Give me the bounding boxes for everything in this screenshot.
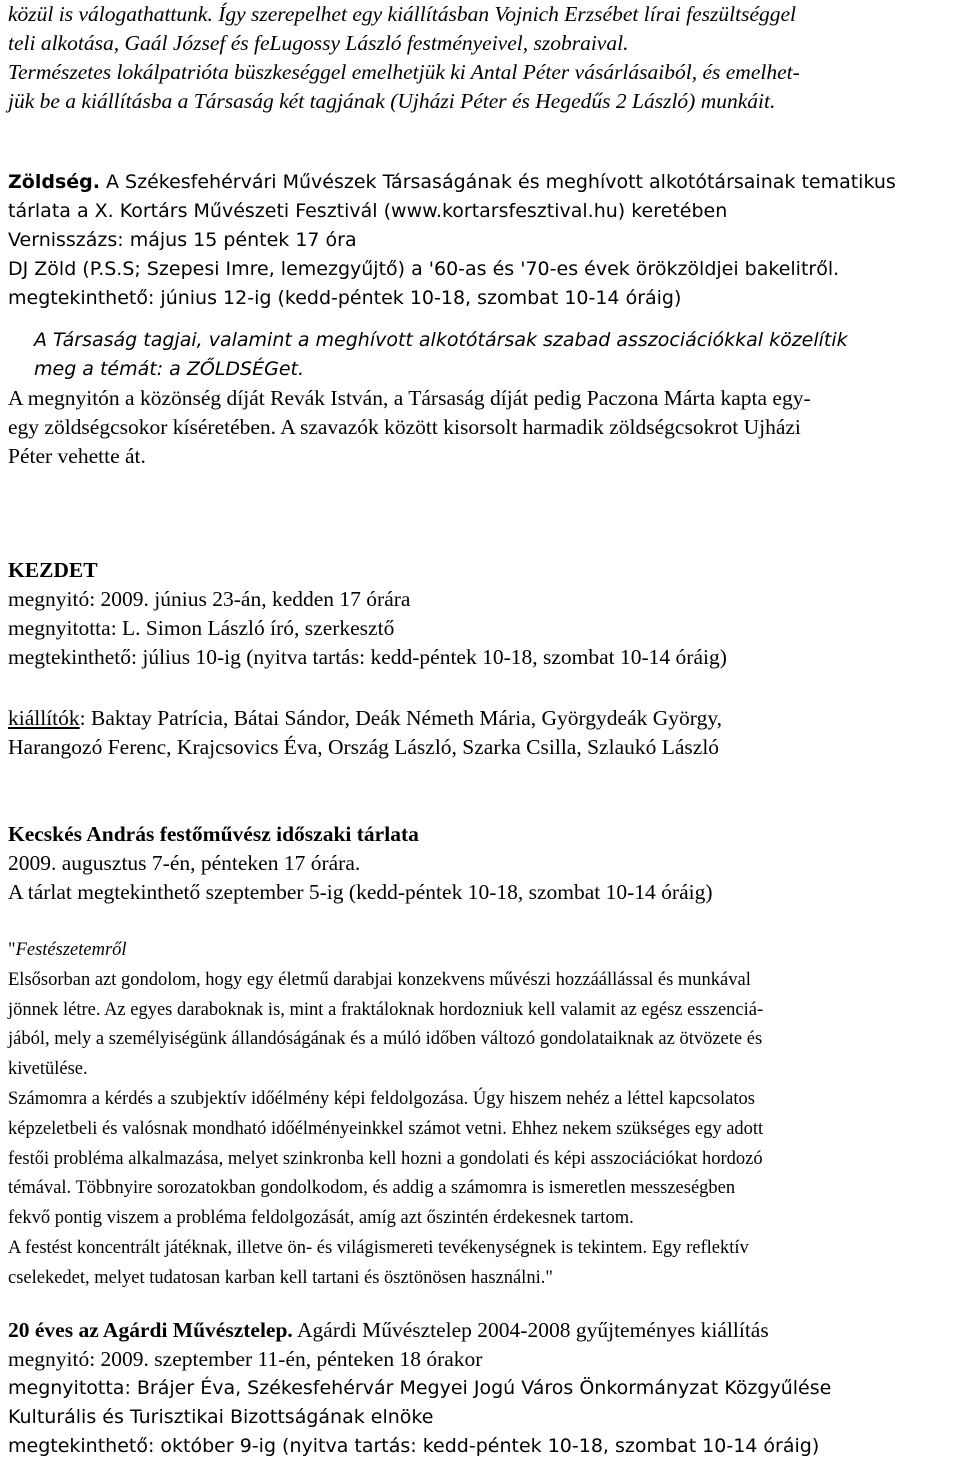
kezdet-section bbox=[8, 556, 952, 672]
zoldseg-awards bbox=[8, 384, 952, 471]
award-line: A megnyitón a közönség díját Revák István, a Társaság díját pedig Paczona Márta kapta egy- bbox=[8, 386, 811, 410]
quote-mark: " bbox=[8, 940, 16, 960]
zoldseg-quote bbox=[8, 326, 952, 384]
intro-line: jük be a kiállításba a Társaság két tagjának (Ujházi Péter és Hegedűs 2 László) munkáit. bbox=[8, 89, 776, 113]
essay-line: A festést koncentrált játéknak, illetve ön- és világismereti tevékenységnek is tekintem. Egy reflektív bbox=[8, 1237, 749, 1258]
exhibitors-label: kiállítók bbox=[8, 706, 80, 730]
zoldseg-line: megtekinthető: június 12-ig (kedd-péntek 10-18, szombat 10-14 óráig) bbox=[8, 287, 682, 309]
essay-line: festői probléma alkalmazása, melyet szinkronba kell hozni a gondolati és képi asszociációkat hordozó bbox=[8, 1148, 763, 1169]
award-line: egy zöldségcsokor kíséretében. A szavazók között kisorsolt harmadik zöldségcsokrot Ujházi bbox=[8, 415, 801, 439]
agard-opened-by: Kulturális és Turisztikai Bizottságának elnöke bbox=[8, 1406, 434, 1428]
zoldseg-title: Zöldség. bbox=[8, 171, 100, 193]
intro-paragraph bbox=[8, 0, 952, 116]
essay-line: fekvő pontig viszem a probléma feldolgozását, amíg azt őszintén érdekesnek tartom. bbox=[8, 1208, 634, 1229]
zoldseg-line: DJ Zöld (P.S.S; Szepesi Imre, lemezgyűjtő) a '60-as és '70-es évek örökzöldjei bakelitről. bbox=[8, 258, 840, 280]
quote-line: A Társaság tagjai, valamint a meghívott alkotótársak szabad asszociációkkal közelítik bbox=[34, 329, 848, 351]
zoldseg-text: A Székesfehérvári Művészek Társaságának és meghívott alkotótársainak tematikus bbox=[99, 171, 896, 193]
essay-line: Elsősorban azt gondolom, hogy egy életmű darabjai konzekvens művészi hozzáállással és munkával bbox=[8, 969, 751, 990]
essay-line: jönnek létre. Az egyes daraboknak is, mint a fraktáloknak hordozniuk kell valamit az egész esszenciá- bbox=[8, 999, 764, 1020]
kecskes-date: 2009. augusztus 7-én, pénteken 17 órára. bbox=[8, 851, 361, 875]
agard-opened-by: megnyitotta: Brájer Éva, Székesfehérvár Megyei Jogú Város Önkormányzat Közgyűlése bbox=[8, 1377, 832, 1399]
essay-line: Számomra a kérdés a szubjektív időélmény képi feldolgozása. Úgy hiszem nehéz a léttel kapcsolatos bbox=[8, 1088, 755, 1109]
intro-line: közül is válogathattunk. Így szerepelhet egy kiállításban Vojnich Erzsébet lírai feszültséggel bbox=[8, 2, 797, 26]
zoldseg-line: Vernisszázs: május 15 péntek 17 óra bbox=[8, 229, 357, 251]
kezdet-opening: megnyitó: 2009. június 23-án, kedden 17 órára bbox=[8, 587, 411, 611]
agard-title: 20 éves az Agárdi Művésztelep. bbox=[8, 1318, 293, 1342]
agard-heading-line bbox=[8, 1316, 952, 1345]
agard-opening: megnyitó: 2009. szeptember 11-én, pénteken 18 órakor bbox=[8, 1347, 483, 1371]
intro-line: teli alkotása, Gaál József és feLugossy László festményeivel, szobraival. bbox=[8, 31, 629, 55]
exhibitors-list: Harangozó Ferenc, Krajcsovics Éva, Ország László, Szarka Csilla, Szlaukó László bbox=[8, 735, 720, 759]
kecskes-title: Kecskés András festőművész időszaki tárlata bbox=[8, 822, 419, 846]
agard-section bbox=[8, 1316, 952, 1461]
quote-line: meg a témát: a ZŐLDSÉGet. bbox=[34, 358, 304, 380]
kezdet-viewable: megtekinthető: július 10-ig (nyitva tartás: kedd-péntek 10-18, szombat 10-14 óráig) bbox=[8, 645, 727, 669]
exhibitors-list: : Baktay Patrícia, Bátai Sándor, Deák Németh Mária, Györgydeák György, bbox=[79, 706, 723, 730]
kezdet-title: KEZDET bbox=[8, 558, 98, 582]
agard-subtitle: Agárdi Művésztelep 2004-2008 gyűjteményes kiállítás bbox=[292, 1318, 769, 1342]
agard-viewable: megtekinthető: október 9-ig (nyitva tartás: kedd-péntek 10-18, szombat 10-14 óráig) bbox=[8, 1435, 820, 1457]
award-line: Péter vehette át. bbox=[8, 444, 146, 468]
kezdet-exhibitors bbox=[8, 704, 952, 762]
essay-title-line bbox=[8, 936, 952, 966]
zoldseg-heading-line bbox=[8, 168, 952, 197]
zoldseg-line: tárlata a X. Kortárs Művészeti Fesztivál (www.kortarsfesztival.hu) keretében bbox=[8, 200, 728, 222]
essay-title: Festészetemről bbox=[15, 940, 127, 960]
essay-line: kivetülése. bbox=[8, 1059, 88, 1080]
essay-line: képzeletbeli és valósnak mondható időélményeinkkel számot vetni. Ehhez nekem szükséges egy adott bbox=[8, 1118, 764, 1139]
essay-line: jából, mely a személyiségünk állandóságának és a múló időben változó gondolataiknak az ötvözete és bbox=[8, 1029, 763, 1050]
kecskes-section bbox=[8, 820, 952, 907]
kezdet-opened-by: megnyitotta: L. Simon László író, szerkesztő bbox=[8, 616, 395, 640]
kecskes-viewable: A tárlat megtekinthető szeptember 5-ig (kedd-péntek 10-18, szombat 10-14 óráig) bbox=[8, 880, 713, 904]
zoldseg-section bbox=[8, 168, 952, 313]
essay-line: cselekedet, melyet tudatosan karban kell tartani és ösztönösen használni." bbox=[8, 1267, 553, 1288]
essay bbox=[8, 936, 952, 1294]
essay-line: témával. Többnyire sorozatokban gondolkodom, és addig a számomra is ismeretlen messzeségben bbox=[8, 1178, 736, 1199]
intro-line: Természetes lokálpatrióta büszkeséggel emelhetjük ki Antal Péter vásárlásaiból, és emelhet- bbox=[8, 60, 800, 84]
